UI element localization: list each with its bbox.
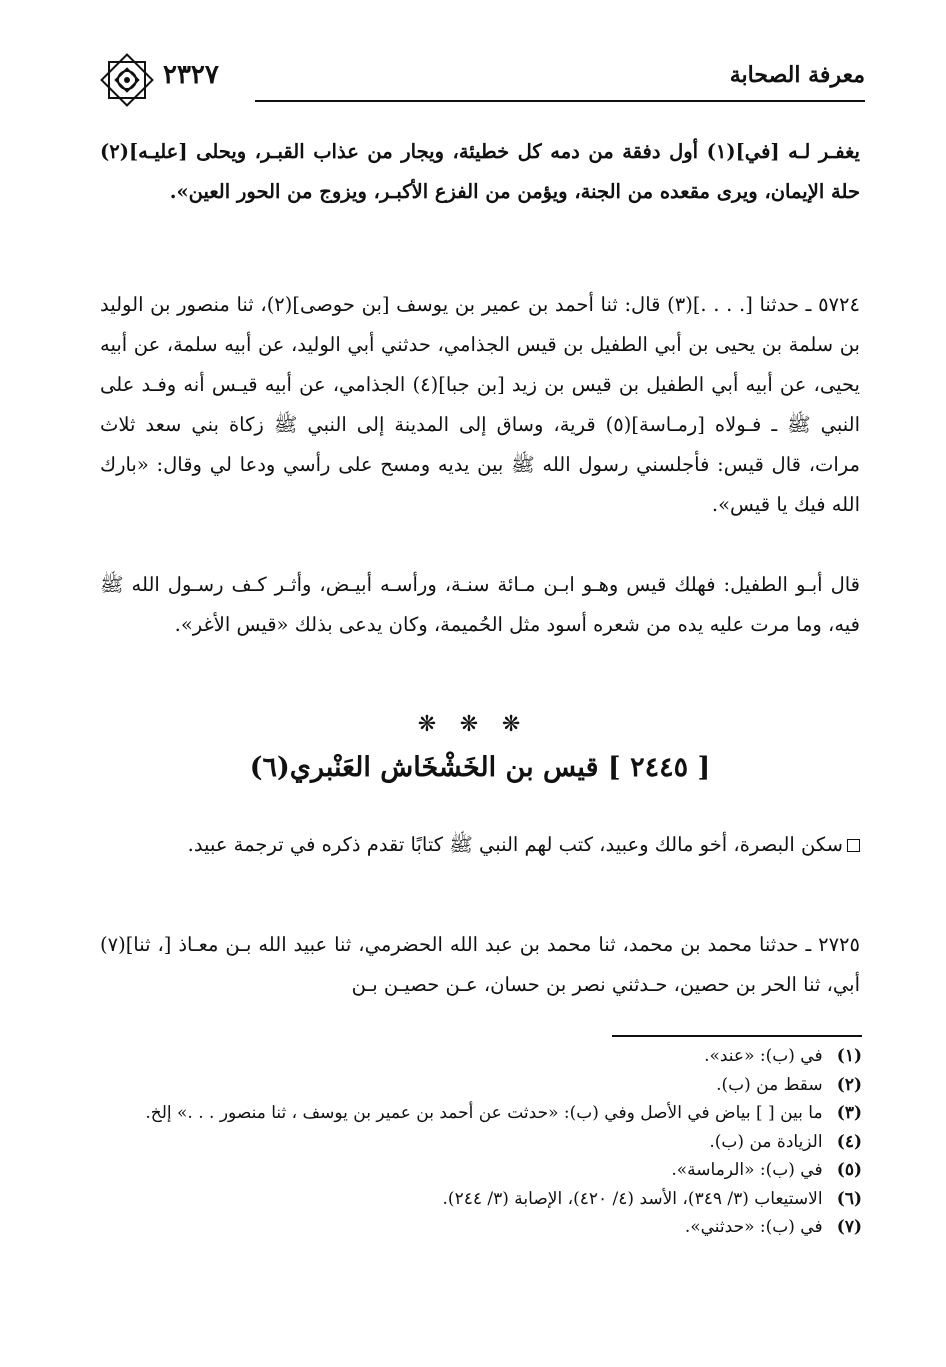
page-header <box>95 48 865 118</box>
footnote-text: سقط من (ب). <box>716 1074 823 1095</box>
paragraph-hadith-ending: يغفـر لـه [في](١) أول دفقة من دمه كل خطيئة، ويجار من عذاب القبـر، ويحلى [عليـه](٢) حلة الإيمان، ويرى مقعده من الجنة، ويؤمن من الفزع الأكبـر، ويزوج من الحور العين». <box>100 140 860 203</box>
footnote-number: (٤) <box>836 1131 862 1152</box>
footnotes <box>100 1042 862 1242</box>
paragraph-narration-5724: ٥٧٢٤ ـ حدثنا [. . . .](٣) قال: ثنا أحمد بن عمير بن يوسف [بن حوصى](٢)، ثنا منصور بن الوليد بن سلمة بن يحيى بن أبي الطفيل بن قيس الجذامي، حدثني أبي الوليد، عن أبيه سلمة، عن أبيه يحيى، عن أبيه أبي الطفيل بن قيس بن زيد [بن جبا](٤) الجذامي، عن أبيه قيـس أنه وفـد على النبي ﷺ ـ فـولاه [رمـاسة](٥) قرية، وساق إلى المدينة إلى النبي ﷺ زكاة بني سعد ثلاث مرات، قال قيس: فأجلسني رسول الله ﷺ بين يديه ومسح على رأسي ودعا لي وقال: «بارك الله فيك يا قيس». <box>100 293 860 516</box>
footnote-text: في (ب): «حدثني». <box>684 1217 823 1237</box>
footnote-item <box>100 1185 862 1214</box>
footnote-number: (٧) <box>836 1217 862 1237</box>
footnote-item <box>100 1128 862 1157</box>
footnote-item <box>100 1071 862 1100</box>
footnote-text: الاستيعاب (٣/ ٣٤٩)، الأسد (٤/ ٤٢٠)، الإصابة (٣/ ٢٤٤). <box>442 1188 823 1209</box>
footnote-text: الزيادة من (ب). <box>709 1131 823 1152</box>
book-title: معرفة الصحابة <box>729 62 865 88</box>
biography-heading: [ ٢٤٤٥ ] قيس بن الخَشْخَاش العَنْبري(٦) <box>249 752 711 783</box>
footnote-number: (٢) <box>836 1074 862 1095</box>
header-rule <box>255 100 865 102</box>
paragraph-abu-tufail: قال أبـو الطفيل: فهلك قيس وهـو ابـن مـائة سنـة، ورأسـه أبيـض، وأثـر كـف رسـول الله ﷺ فيه، وما مرت عليه يده من شعره أسود مثل الحُميمة، وكان يدعى بذلك «قيس الأغر». <box>100 573 860 636</box>
footnote-item <box>100 1156 862 1185</box>
footnote-text: في (ب): «الرماسة». <box>671 1160 823 1180</box>
footnote-item <box>100 1213 862 1242</box>
paragraph-biography <box>100 825 860 865</box>
footnote-number: (٦) <box>836 1188 862 1209</box>
paragraph-narration-2725: ٢٧٢٥ ـ حدثنا محمد بن محمد، ثنا محمد بن عبد الله الحضرمي، ثنا عبيد الله بـن معـاذ [، ثنا](٧) أبي، ثنا الحر بن حصين، حـدثني نصر بن حسان، عـن حصيـن بـن <box>100 933 860 996</box>
footnote-number: (٥) <box>836 1160 862 1180</box>
footnote-number: (١) <box>836 1046 862 1066</box>
paragraph-biography-text: سكن البصرة، أخو مالك وعبيد، كتب لهم النبي ﷺ كتابًا تقدم ذكره في ترجمة عبيد. <box>187 833 843 856</box>
footnote-rule <box>612 1035 862 1037</box>
section-divider-stars: ❋ ❋ ❋ <box>417 712 529 737</box>
square-bullet-icon <box>847 839 860 852</box>
footnote-text: في (ب): «عند». <box>704 1046 823 1066</box>
octagram-ornament-icon <box>95 48 159 112</box>
footnote-item <box>100 1099 862 1128</box>
footnote-number: (٣) <box>836 1103 862 1123</box>
footnote-item <box>100 1042 862 1071</box>
page-number: ٢٣٢٧ <box>163 60 219 90</box>
footnote-text: ما بين [ ] بياض في الأصل وفي (ب): «حدثت عن أحمد بن عمير بن يوسف ، ثنا منصور . . .» إلخ. <box>145 1103 823 1123</box>
